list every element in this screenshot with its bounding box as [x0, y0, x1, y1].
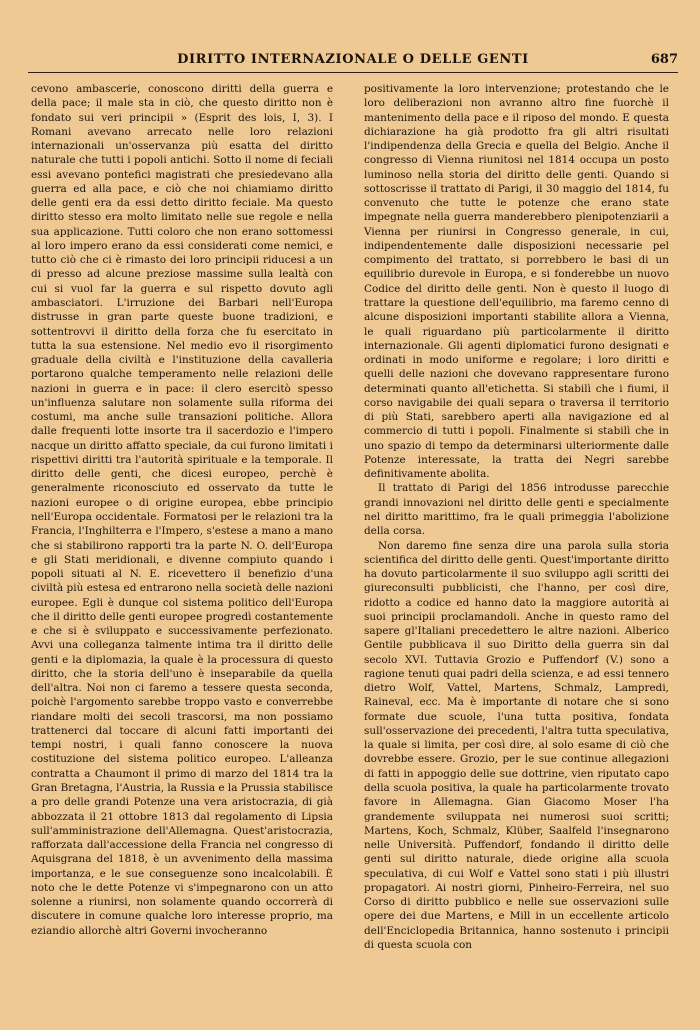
paragraph: Non daremo fine senza dire una parola sulla storia scientifica del diritto delle genti. Quest'importante diritto ha dovuto particolarmente il suo sviluppo agli scritti dei giureconsulti pubblicisti, che l'hanno, per così dire, ridotto a codice ed hanno dato la maggiore autorità ai suoi principii proclamandoli. Anche in questo ramo del sapere gl'Italiani precedettero le altre nazioni. Alberico Gentile pubblicava il suo Diritto della guerra sin dal secolo XVI. Tuttavia Grozio e Puffendorf (V.) sono a ragione tenuti quai padri della scienza, e ad essi tennero dietro Wolf, Vattel, Martens, Schmalz, Lampredi, Raineval, ecc. Ma è importante di notare che si sono formate due scuole, l'una tutta positiva, fondata sull'osservazione dei precedenti, l'altra tutta speculativa, la quale si limita, per così dire, al solo esame di ciò che dovrebbe essere. Grozio, per le sue continue allegazioni di fatti in appoggio delle sue dottrine, vien riputato capo della scuola positiva, la quale ha particolarmente trovato favore in Allemagna. Gian Giacomo Moser l'ha grandemente sviluppata nei numerosi suoi scritti; Martens, Koch, Schmalz, Klüber, Saalfeld l'insegnarono nelle Università. Puffendorf, fondando il diritto delle genti sul diritto naturale, diede origine alla scuola speculativa, di cui Wolf e Vattel sono stati i più illustri propagatori. Ai nostri giorni, Pinheiro-Ferreira, nel suo Corso di diritto pubblico e nelle sue osservazioni sulle opere dei due Martens, e Mill in un eccellente articolo dell'Enciclopedia Britannica, hanno sostenuto i principii di questa scuola con: [364, 539, 669, 951]
right-column: [364, 82, 669, 952]
paragraph: Il trattato di Parigi del 1856 introdusse parecchie grandi innovazioni nel diritto delle genti e specialmente nel diritto marittimo, fra le quali primeggia l'abolizione della corsa.: [364, 482, 669, 538]
paragraph: cevono ambascerie, conoscono diritti della guerra e della pace; il male sta in ciò, che questo diritto non è fondato sui veri principii » (Esprit des lois, I, 3). I Romani avevano arrecato nelle loro relazioni internazionali un'osservanza più esatta del diritto naturale che tutti i popoli antichi. Sotto il nome di feciali essi avevano pontefici magistrati che presiedevano alla guerra ed alla pace, e ciò che noi chiamiamo diritto delle genti era da essi detto diritto feciale. Ma questo diritto stesso era molto limitato nelle sue regole e nella sua applicazione. Tutti coloro che non erano sottomessi al loro impero erano da essi considerati come nemici, e tutto ciò che ci è rimasto dei loro principii riducesi a un di presso ad alcune preziose massime sulla lealtà con cui si vuol far la guerra e sul rispetto dovuto agli ambasciatori. L'irruzione dei Barbari nell'Europa distrusse in gran parte queste buone tradizioni, e sottentrovvi il diritto della forza che fu esercitato in tutta la sua estensione. Nel medio evo il risorgimento graduale della civiltà e l'instituzione della cavalleria portarono qualche temperamento nelle relazioni delle nazioni in guerra e in pace: il clero esercitò spesso un'influenza salutare non solamente sulla riforma dei costumi, ma anche sulle transazioni politiche. Allora dalle frequenti lotte insorte tra il sacerdozio e l'impero nacque un diritto affatto speciale, da cui furono limitati i rispettivi diritti tra l'autorità spirituale e la temporale. Il diritto delle genti, che dicesi europeo, perchè è generalmente riconosciuto ed osservato da tutte le nazioni europee o di origine europea, ebbe principio nell'Europa occidentale. Formatosi per le relazioni tra la Francia, l'Inghilterra e l'Impero, s'estese a mano a mano che si stabilirono rapporti tra la parte N. O. dell'Europa e gli Stati meridionali, e divenne compiuto quando i popoli situati al N. E. ricevettero il benefizio d'una civiltà più estesa ed entrarono nella società delle nazioni europee. Egli è dunque col sistema politico dell'Europa che il diritto delle genti europee progredì costantemente e che si è sviluppato e successivamente perfezionato. Avvi una colleganza talmente intima tra il diritto delle genti e la diplomazia, la quale è la processura di questo diritto, che la storia dell'uno è inseparabile da quella dell'altra. Noi non ci faremo a tessere questa seconda, poichè l'argomento sarebbe troppo vasto e converrebbe riandare molti dei secoli trascorsi, ma non possiamo trattenerci dal toccare di alcuni fatti importanti dei tempi nostri, i quali fanno conoscere la nuova costituzione del sistema politico europeo. L'alleanza contratta a Chaumont il primo di marzo del 1814 tra la Gran Bretagna, l'Austria, la Russia e la Prussia stabilisce a pro delle grandi Potenze una vera aristocrazia, di già abbozzata il 21 ottobre 1813 dal regolamento di Lipsia sull'amministrazione dell'Allemagna. Quest'aristocrazia, rafforzata dall'accessione della Francia nel congresso di Aquisgrana del 1818, è un avvenimento della massima importanza, e le sue conseguenze sono incalcolabili. È noto che le dette Potenze vi s'impegnarono con un atto solenne a riunirsi, non solamente quando occorrerà di discutere in comune qualche loro interesse proprio, ma eziandio allorchè altri Governi invocheranno: [31, 83, 333, 937]
paragraph: positivamente la loro intervenzione; protestando che le loro deliberazioni non avranno altro fine fuorchè il mantenimento della pace e il riposo del mondo. E questa dichiarazione ha già prodotto fra gli altri risultati l'indipendenza della Grecia e quella del Belgio. Anche il congresso di Vienna riunitosi nel 1814 occupa un posto luminoso nella storia del diritto delle genti. Quando si sottoscrisse il trattato di Parigi, il 30 maggio del 1814, fu convenuto che tutte le potenze che erano state impegnate nella guerra manderebbero plenipotenziarii a Vienna per riunirsi in Congresso generale, in cui, indipendentemente dalle disposizioni necessarie pel compimento del trattato, si porrebbero le basi di un equilibrio durevole in Europa, e si fonderebbe un nuovo Codice del diritto delle genti. Non è questo il luogo di trattare la questione dell'equilibrio, ma faremo cenno di alcune disposizioni importanti stabilite allora a Vienna, le quali riguardano più particolarmente il diritto internazionale. Gli agenti diplomatici furono designati e ordinati in modo uniforme e regolare; i loro diritti e quelli delle nazioni che dovevano rappresentare furono determinati quanto all'etichetta. Si stabilì che i fiumi, il corso navigabile dei quali separa o traversa il territorio di più Stati, sarebbero aperti alla navigazione ed al commercio di tutti i popoli. Finalmente si stabilì che in uno spazio di tempo da determinarsi ulteriormente dalle Potenze interessate, la tratta dei Negri sarebbe definitivamente abolita.: [364, 83, 669, 481]
header-title: DIRITTO INTERNAZIONALE O DELLE GENTI: [177, 52, 529, 67]
running-header: [28, 50, 678, 73]
page-number: 687: [650, 52, 678, 67]
left-column: [31, 82, 333, 938]
